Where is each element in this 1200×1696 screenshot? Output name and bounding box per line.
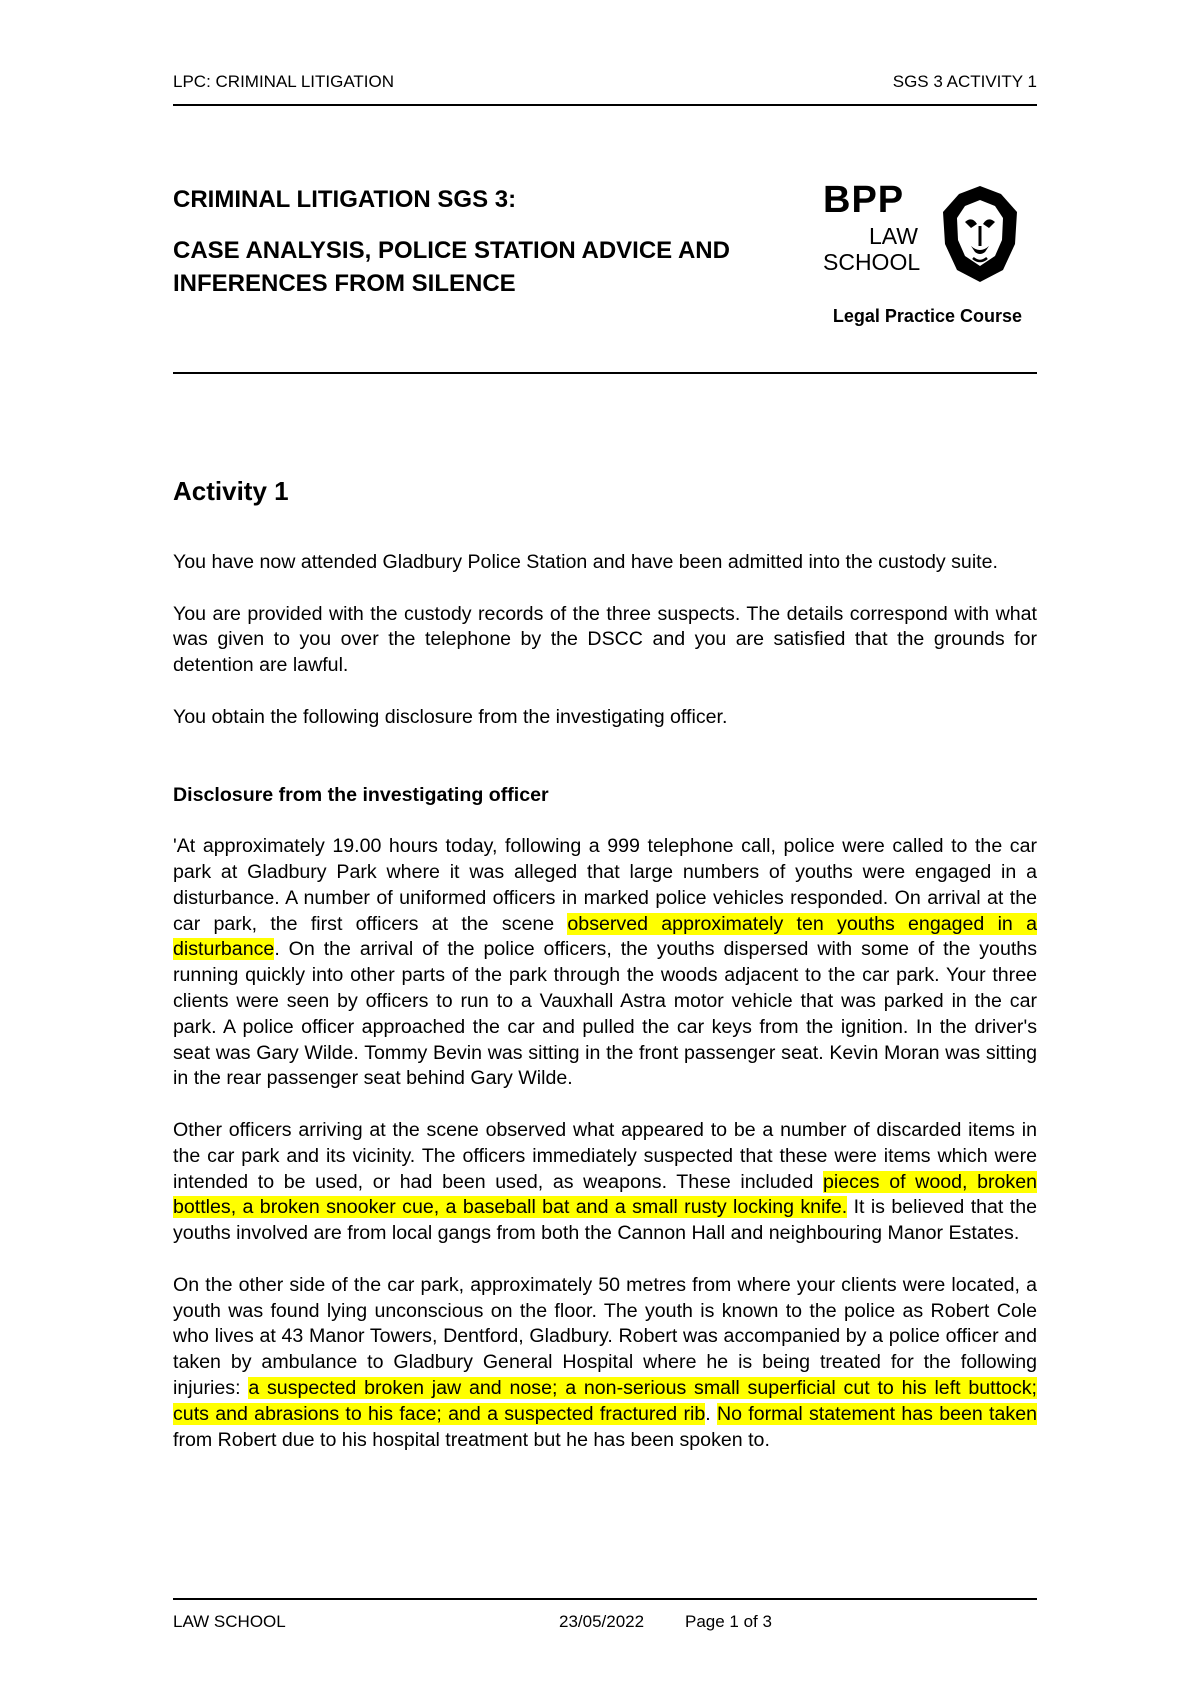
logo-bpp-text: BPP [823, 179, 905, 221]
document-body [173, 550, 1037, 1479]
paragraph-attendance: You have now attended Gladbury Police Station and have been admitted into the custody suite. [173, 551, 998, 573]
text-run: . On the arrival of the police officers, the youths dispersed with some of the youths running quickly into other parts of the park through the woods adjacent to the car park. Your three clients were seen by officers to run to a Vauxhall Astra motor vehicle that was parked in the car park. A police officer approached the car and pulled the car keys from the ignition. In the driver's seat was Gary Wilde. Tommy Bevin was sitting in the front passenger seat. Kevin Moran was sitting in the rear passenger seat behind Gary Wilde. [173, 938, 1037, 1090]
highlight-no-statement: No formal statement has been taken [716, 1402, 1037, 1425]
text-run: . [705, 1402, 717, 1425]
page-header [173, 72, 1037, 96]
text-run: Other officers arriving at the scene observed what appeared to be a number of discarded items in the car park and its vicinity. The officers immediately suspected that these were items which were intended to be used, or had been used, as weapons. These included [173, 1118, 1037, 1193]
text-run: On the other side of the car park, approximately 50 metres from where your clients were located, a youth was found lying unconscious on the floor. The youth is known to the police as Robert Cole who lives at 43 Manor Towers, Dentford, Gladbury. Robert was accompanied by a police officer and taken by ambulance to Gladbury General Hospital where he is being treated for the following injuries: [173, 1273, 1037, 1399]
header-divider [173, 104, 1037, 106]
paragraph-disclosure-1 [173, 834, 1037, 1092]
title-block [173, 186, 733, 300]
paragraph-disclosure-2 [173, 1118, 1037, 1247]
text-run: from Robert due to his hospital treatment but he has been spoken to. [173, 1428, 770, 1451]
paragraph-disclosure-3 [173, 1273, 1037, 1454]
title-divider [173, 372, 1037, 374]
paragraph-disclosure-intro: You obtain the following disclosure from the investigating officer. [173, 705, 728, 728]
header-course: LPC: CRIMINAL LITIGATION [173, 72, 395, 91]
paragraph-custody-records: You are provided with the custody records of the three suspects. The details correspond with what was given to you over the telephone by the DSCC and you are satisfied that the grounds for detention are lawful. [173, 602, 1037, 677]
page-title: CRIMINAL LITIGATION SGS 3: [173, 186, 517, 213]
text-run: It is believed that the youths involved are from local gangs from both the Cannon Hall and neighbouring Manor Estates. [173, 1196, 1037, 1245]
highlight-observed: observed approximately ten youths engaged in a disturbance [173, 912, 1037, 961]
highlight-weapons: pieces of wood, broken bottles, a broken snooker cue, a baseball bat and a small rusty locking knife. [173, 1170, 1037, 1219]
logo-school-text: SCHOOL [823, 249, 921, 275]
footer-date: 23/05/2022 [559, 1612, 645, 1631]
activity-heading: Activity 1 [173, 476, 289, 506]
logo-law-text: LAW [869, 223, 918, 249]
disclosure-subheading: Disclosure from the investigating officer [173, 783, 549, 806]
highlight-injuries: a suspected broken jaw and nose; a non-serious small superficial cut to his left buttock; cuts and abrasions to his face; and a suspected fractured rib [173, 1376, 1037, 1425]
footer-school: LAW SCHOOL [173, 1612, 286, 1631]
header-activity: SGS 3 ACTIVITY 1 [892, 72, 1037, 91]
legal-practice-course-label: Legal Practice Course [832, 306, 1022, 326]
lion-head-icon [941, 184, 1019, 284]
text-run: 'At approximately 19.00 hours today, following a 999 telephone call, police were called to the car park at Gladbury Park where it was alleged that large numbers of youths were engaged in a disturbance. A number of uniformed officers in marked police vehicles responded. On arrival at the car park, the first officers at the scene [173, 835, 1037, 935]
bpp-logo [823, 180, 1023, 290]
page-subtitle: CASE ANALYSIS, POLICE STATION ADVICE AND INFERENCES FROM SILENCE [173, 237, 730, 297]
footer-divider [173, 1598, 1037, 1600]
footer-page-number: Page 1 of 3 [685, 1612, 772, 1631]
